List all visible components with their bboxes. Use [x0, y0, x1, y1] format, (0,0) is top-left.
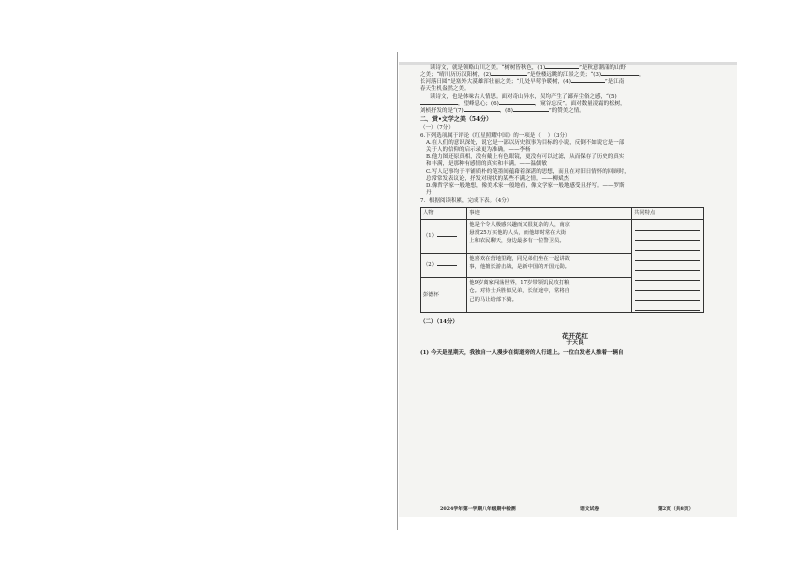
blank-1[interactable] [545, 68, 579, 69]
table-header-deeds: 事迹 [467, 208, 632, 219]
deed-1-line: 上和农民聊天，身边最多有一位警卫员。 [469, 237, 565, 244]
deed-cell-2 [467, 253, 632, 277]
poetry-para2-line1: 读诗文，也是体味古人情思。面对奇山异水，吴均产生了鄙弃尘俗之感，“(5) [430, 93, 617, 100]
deed-1-line: 他是个令人极感兴趣而又很复杂的人，南京 [469, 221, 570, 228]
blank-3[interactable] [601, 75, 639, 76]
footer-subject: 语文试卷 [580, 506, 600, 512]
poetry-para1-line3: 长河落日圆”是塞外大漠雄浑壮丽之美；“几处早莺争暖树，(4) ”是江南 [420, 79, 625, 86]
option-b-line2: 和丰满，是那种有感情的真实和丰满。——温儒敏 [426, 161, 548, 168]
answer-line[interactable] [635, 233, 700, 241]
deed-1-line: 悬赏25万买他的人头，而他却时常在大街 [469, 229, 567, 236]
person-blank-1[interactable] [437, 236, 457, 237]
table-header-row [421, 208, 704, 219]
reading-table [420, 207, 704, 312]
deed-2-line: 事，他擅长游击战，是新中国的开国元勋。 [469, 264, 570, 271]
answer-line[interactable] [635, 303, 700, 311]
person-cell-2: （2） [421, 253, 467, 277]
option-b-line1: B.他力图还原真相，没有戴上有色眼镜，更没有可以过滤，从而保存了历史的真实 [426, 154, 625, 161]
poetry-para1-line2: 之美；“晴川历历汉阳树，(2) ”是登楼远眺的江景之美；“(3) ， [420, 72, 645, 79]
footer-exam-name: 2024学年第一学期八年级期中检测 [440, 506, 516, 512]
answer-line[interactable] [635, 263, 700, 271]
answer-line[interactable] [635, 283, 700, 291]
footer-page-number: 第2页（共8页） [658, 506, 694, 512]
option-c-line1: C.写人记事均于平铺质朴的笔墨间蕴藉着深湛的思想，而且在对旧日情怀的回顾时， [426, 168, 630, 175]
blank-2[interactable] [491, 75, 527, 76]
story-paragraph-1: (1) 今天是星期天，我独自一人漫步在街道旁的人行道上。一位白发老人推着一辆自 [420, 349, 624, 356]
deed-3-line: 仓。对待士兵胜似兄弟，长征途中，常将自 [469, 288, 570, 295]
answer-line[interactable] [635, 223, 700, 231]
person-cell-1: （1） [421, 219, 467, 253]
question-7: 7．根据阅读积累，完成下表。（4分） [420, 198, 513, 205]
poetry-para1-line4: 春天生机盎然之美。 [420, 86, 470, 93]
story-author: 于天良 [566, 340, 584, 347]
table-row [421, 219, 704, 253]
poetry-para2-line2: ，望峰息心；(6) ，窥谷忘反”。面对数量凌霜的松树， [420, 101, 730, 108]
answer-line[interactable] [635, 243, 700, 251]
answer-line[interactable] [635, 293, 700, 301]
option-c-line2: 总常常发表议论，抒发对现状的某些不满之情。——柳斌杰 [426, 175, 570, 182]
deed-3-line: 他9岁离家闯荡世界，17岁带领饥民攻打粮 [469, 280, 570, 287]
answer-line[interactable] [635, 273, 700, 281]
poetry-para2-line3: 刘桢抒发的是“(7) ，(8) ”的赞美之情。 [420, 107, 585, 114]
deed-cell-3 [467, 278, 632, 312]
blank-6[interactable] [499, 104, 535, 105]
blank-7[interactable] [464, 111, 500, 112]
deed-cell-1 [467, 219, 632, 253]
person-blank-2[interactable] [437, 265, 457, 266]
exam-page-content [420, 65, 730, 357]
option-a-line1: A.在人们的意识深处，说它是一部以历史叙事为目标的小说，反倒不如说它是一部 [426, 140, 625, 147]
table-header-person: 人物 [421, 208, 467, 219]
blank-5[interactable] [420, 104, 458, 105]
answer-line[interactable] [635, 253, 700, 261]
option-a-line2: 关于人的信仰的启示录更为准确。——李杨 [426, 147, 531, 154]
common-trait-cell[interactable] [632, 219, 704, 312]
story-title: 花开花红 [562, 331, 588, 340]
option-d-line1: D.像哲学家一般地想，像美术家一般地看，像文学家一般地感受且抒写。——罗斯 [426, 182, 625, 189]
option-d-line2: 丹 [426, 190, 432, 197]
part1-label: （一）（7分） [420, 124, 454, 131]
deed-3-line: 己的马让给部下骑。 [469, 296, 517, 303]
section2-heading: 二、赏•文学之美（54分） [420, 115, 493, 123]
table-header-common: 共同特点 [632, 208, 704, 219]
binding-line [397, 52, 398, 530]
blank-8[interactable] [513, 111, 549, 112]
deed-2-line: 他喜欢在营地里跑，同兄弟们坐在一起讲故 [469, 255, 570, 262]
poetry-para1-line1: 读诗文，就是领略山川之美。“树树皆秋色，(1) ”是秋意潮漾的山野 [430, 65, 626, 71]
part2-label: （二）（14分） [420, 318, 458, 325]
person-cell-3: 彭德怀 [421, 278, 467, 312]
question-6: 6.下列选项属于评论《红星照耀中国》的一项是（ ）（3分） [420, 132, 571, 139]
blank-4[interactable] [571, 82, 605, 83]
